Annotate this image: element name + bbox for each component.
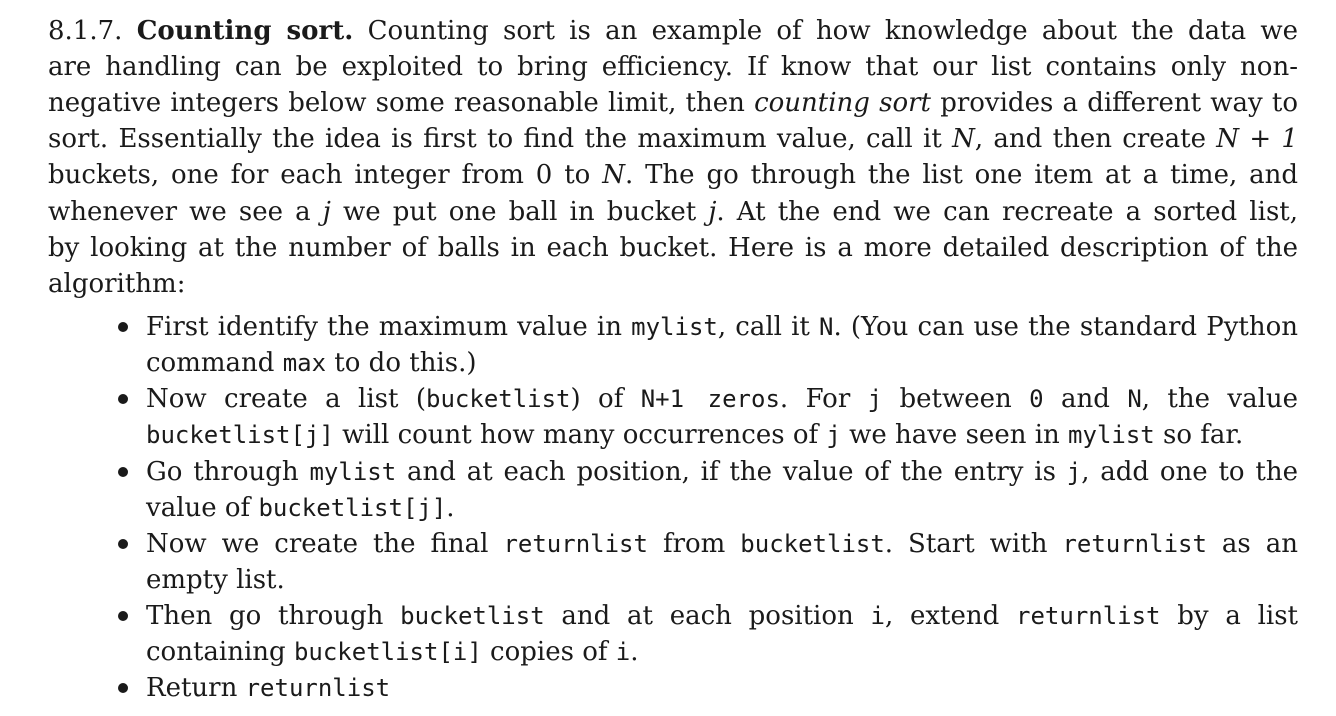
bullet-marker [118,322,128,332]
bullet-marker [118,539,128,549]
list-text: by a list [1160,601,1298,631]
paragraph-line [48,266,185,302]
list-text: containing [146,637,294,667]
list-item-line [146,345,477,381]
list-text: and [1043,384,1128,414]
paragraph-text: . The go through the list one item at a time, and [624,160,1299,190]
list-text: empty list. [146,565,285,595]
list-text: Then go through [146,601,401,631]
paragraph-text: buckets, one for each integer from [48,160,536,190]
bullet-marker [118,683,128,693]
code-text: bucketlist[i] [293,638,482,666]
list-text: and at each position [544,601,871,631]
list-item-line [146,670,390,706]
paragraph-text: negative integers below some reasonable limit, then [48,88,755,118]
bullet-marker [118,394,128,404]
paragraph-text: to [552,160,603,190]
code-text: bucketlist [400,602,545,630]
list-text: command [146,348,283,378]
list-item-line [146,381,1298,417]
bullet-marker [118,467,128,477]
code-text: N+1 zeros [640,385,780,413]
list-item-line [146,309,1298,345]
list-item-line [146,526,1298,562]
paragraph-line [48,230,1298,266]
paragraph-text: . At the end we can recreate a sorted list, [716,197,1298,227]
list-item-line [146,490,455,526]
bullet-marker [118,611,128,621]
list-text: First identify the maximum value in [146,312,632,342]
list-text: Go through [146,457,310,487]
list-text: from [647,529,741,559]
paragraph-line [48,13,1298,49]
list-text: Now we create the final [146,529,504,559]
list-text: . (You can use the standard Python [833,312,1299,342]
code-text: mylist [309,458,397,486]
paragraph-text: Counting sort is an example of how knowledge about the data we [367,16,1298,46]
list-text: , add one to the [1081,457,1298,487]
paragraph-line [48,194,1298,230]
code-text: j [826,421,841,449]
paragraph-text: provides a different way to [931,88,1298,118]
list-item-line [146,598,1298,634]
list-text: Return [146,673,246,703]
math-symbol: N [952,124,975,154]
math-expression: N + 1 [1216,124,1298,154]
list-item-line [146,562,285,598]
code-text: i [870,602,885,630]
list-text: we have seen in [840,420,1069,450]
code-text: mylist [1068,421,1155,449]
list-text: , call it [717,312,820,342]
paragraph-text: , and then create [974,124,1217,154]
list-text: , extend [884,601,1017,631]
math-symbol: j [322,197,331,227]
code-text: N [819,313,834,341]
math-symbol: N [602,160,625,190]
code-text: returnlist [245,674,391,702]
code-text: bucketlist [426,385,571,413]
section-title: Counting sort. [136,16,354,46]
list-text: will count how many occurrences of [333,420,827,450]
emphasized-term: counting sort [754,88,931,118]
list-item-line [146,634,639,670]
list-item-line [146,454,1298,490]
paragraph-line [48,121,1298,157]
section-number: 8.1.7. [48,16,123,46]
paragraph-line [48,85,1298,121]
math-symbol: j [708,197,717,227]
paragraph-text: we put one ball in bucket [330,197,709,227]
paragraph-line [48,157,1298,193]
list-text: value of [146,493,259,523]
list-text: . [630,637,639,667]
list-text: Now create a list ( [146,384,427,414]
paragraph-text: whenever we see a [48,197,323,227]
code-text: bucketlist [740,530,885,558]
code-text: j [867,385,883,413]
code-text: returnlist [1062,530,1207,558]
paragraph-text: by looking at the number of balls in each bucket. Here is a more detailed description of the [48,233,1298,263]
code-text: 0 [1029,385,1044,413]
paragraph-text: are handling can be exploited to bring efficiency. If know that our list contains only non- [48,52,1298,82]
code-text: N [1127,385,1142,413]
list-text: between [882,384,1030,414]
code-text: mylist [631,313,718,341]
math-number: 0 [535,160,553,190]
list-text: so far. [1154,420,1244,450]
list-text: as an [1206,529,1299,559]
code-text: max [282,349,327,377]
code-text: bucketlist[j] [258,494,447,522]
code-text: i [615,638,631,666]
list-text: and at each position, if the value of the entry is [396,457,1067,487]
list-text: . [446,493,455,523]
paragraph-text: algorithm: [48,269,186,299]
code-text: returnlist [503,530,648,558]
paragraph-text: sort. Essentially the idea is first to find the maximum value, call it [48,124,953,154]
list-text: . For [779,384,868,414]
list-text: , the value [1141,384,1299,414]
paragraph-line [48,49,1298,85]
list-text: copies of [481,637,616,667]
list-item-line [146,417,1243,453]
code-text: j [1066,458,1082,486]
list-text: ) of [570,384,641,414]
code-text: returnlist [1016,602,1161,630]
list-text: . Start with [884,529,1063,559]
code-text: bucketlist[j] [146,421,334,449]
list-text: to do this.) [326,348,477,378]
